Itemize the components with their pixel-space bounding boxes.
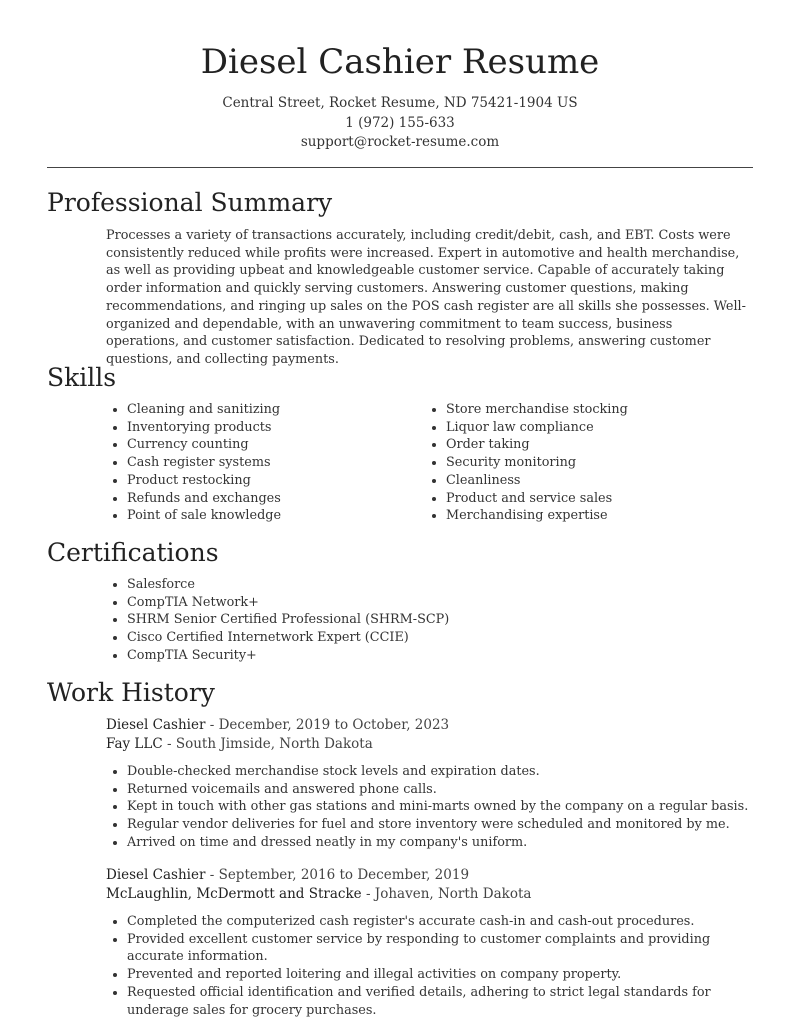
list-item: • Salesforce xyxy=(127,576,747,594)
list-item: • SHRM Senior Certified Professional (SHRM-SCP) xyxy=(127,611,747,629)
resume-header xyxy=(0,40,800,153)
list-item: • Kept in touch with other gas stations and mini-marts owned by the company on a regular basis. xyxy=(127,798,767,816)
summary-text: Processes a variety of transactions accurately, including credit/debit, cash, and EBT. Costs were consistently reduced while profits were increased. Expert in automotive and health merchandise, as well as providing upbeat and knowledgeable customer service. Capable of accurately taking order information and quickly serving customers. Answering customer questions, making recommendations, and ringing up sales on the POS cash register are all skills she possesses. Well-organized and dependable, with an unwavering commitment to team success, business operations, and customer satisfaction. Dedicated to resolving problems, answering customer questions, and collecting payments. xyxy=(106,228,746,367)
list-item: • Store merchandise stocking xyxy=(446,401,766,419)
contact-phone: 1 (972) 155-633 xyxy=(345,114,455,131)
list-item: • Requested official identification and verified details, adhering to strict legal standards for underage sales for grocery purchases. xyxy=(127,984,767,1019)
job-2-company-line xyxy=(106,885,531,904)
job-1-company-line xyxy=(106,735,373,754)
list-item: • Cleanliness xyxy=(446,472,766,490)
job-2-duties xyxy=(106,913,767,1019)
list-item: • Point of sale knowledge xyxy=(127,507,427,525)
list-item: • Inventorying products xyxy=(127,419,427,437)
list-item: • Security monitoring xyxy=(446,454,766,472)
section-title-summary: Professional Summary xyxy=(47,188,333,217)
job-company: McLaughlin, McDermott and Stracke xyxy=(106,886,362,902)
list-item: • Cash register systems xyxy=(127,454,427,472)
list-item: • Order taking xyxy=(446,436,766,454)
list-item: • Prevented and reported loitering and illegal activities on company property. xyxy=(127,966,767,984)
section-title-certifications: Certifications xyxy=(47,538,219,567)
job-location: - Johaven, North Dakota xyxy=(361,886,532,902)
header-divider xyxy=(47,167,753,168)
job-1-title-line xyxy=(106,716,449,735)
list-item: • Product and service sales xyxy=(446,490,766,508)
contact-block xyxy=(0,94,800,153)
job-company: Fay LLC xyxy=(106,736,163,752)
list-item: • Refunds and exchanges xyxy=(127,490,427,508)
list-item: • Double-checked merchandise stock levels and expiration dates. xyxy=(127,763,767,781)
job-title: Diesel Cashier xyxy=(106,717,206,733)
list-item: • Returned voicemails and answered phone calls. xyxy=(127,781,767,799)
certifications-list xyxy=(106,576,747,665)
skills-list-right xyxy=(425,401,766,525)
list-item: • Currency counting xyxy=(127,436,427,454)
job-location: - South Jimside, North Dakota xyxy=(162,736,373,752)
list-item: • Liquor law compliance xyxy=(446,419,766,437)
contact-address: Central Street, Rocket Resume, ND 75421-1904 US xyxy=(222,95,578,111)
contact-email: support@rocket-resume.com xyxy=(300,134,500,150)
list-item: • CompTIA Security+ xyxy=(127,647,747,665)
list-item: • Merchandising expertise xyxy=(446,507,766,525)
list-item: • Completed the computerized cash register's accurate cash-in and cash-out procedures. xyxy=(127,913,767,931)
resume-title: Diesel Cashier Resume xyxy=(200,42,600,82)
list-item: • Cleaning and sanitizing xyxy=(127,401,427,419)
job-dates: - September, 2016 to December, 2019 xyxy=(205,867,470,883)
list-item: • Cisco Certified Internetwork Expert (CCIE) xyxy=(127,629,747,647)
job-2-title-line xyxy=(106,866,469,885)
list-item: • Regular vendor deliveries for fuel and store inventory were scheduled and monitored by me. xyxy=(127,816,767,834)
job-title: Diesel Cashier xyxy=(106,867,206,883)
list-item: • Arrived on time and dressed neatly in my company's uniform. xyxy=(127,834,767,852)
job-1-duties xyxy=(106,763,767,852)
list-item: • Product restocking xyxy=(127,472,427,490)
section-title-work-history: Work History xyxy=(47,678,215,707)
job-dates: - December, 2019 to October, 2023 xyxy=(205,717,450,733)
section-title-skills: Skills xyxy=(47,363,117,392)
list-item: • CompTIA Network+ xyxy=(127,594,747,612)
skills-list-left xyxy=(106,401,427,525)
list-item: • Provided excellent customer service by responding to customer complaints and providing accurate information. xyxy=(127,931,767,966)
